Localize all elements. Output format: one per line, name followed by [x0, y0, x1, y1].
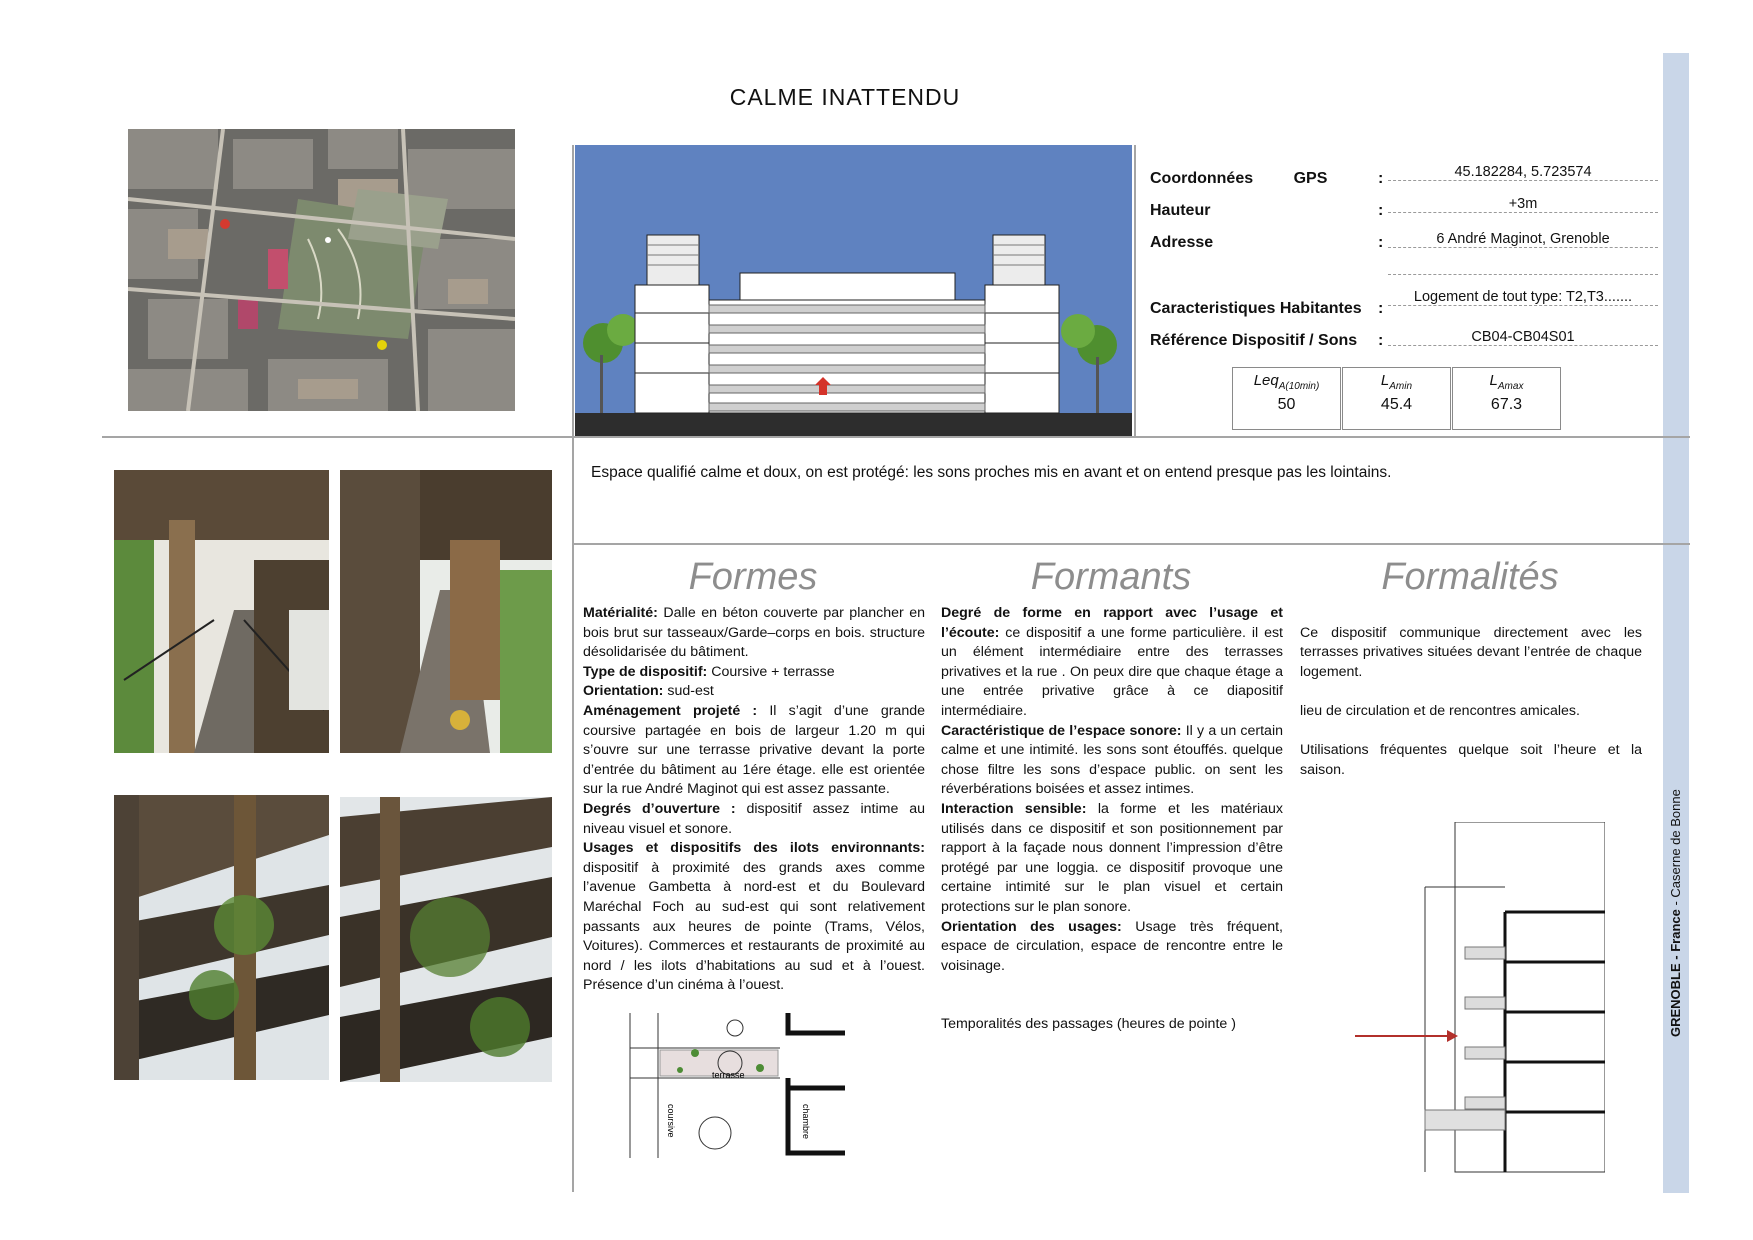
- plan-drawing: [620, 1008, 850, 1163]
- address-label: Adresse: [1150, 234, 1214, 251]
- formants-paragraph-heading: Orientation des usages:: [941, 918, 1122, 935]
- formants-paragraph-heading: Degré de forme en rapport avec l’usage et l’écoute:: [941, 605, 1283, 641]
- formalites-paragraph: [1300, 682, 1642, 702]
- divider-vertical-left: [572, 145, 574, 1192]
- measure-lamax-value: 67.3: [1490, 396, 1523, 413]
- height-value: +3m: [1388, 196, 1658, 213]
- formants-paragraph: [941, 976, 1283, 996]
- measure-lamax-label: $L_{Amax}$: [1489, 372, 1524, 392]
- heading-formalites: Formalités: [1381, 556, 1559, 598]
- formes-paragraph-text: Dalle en béton couverte par plancher en bois brut sur tasseaux/Garde–corps en bois. structure désolidarisée du bâtiment.: [583, 605, 925, 661]
- height-label: Hauteur: [1150, 202, 1211, 219]
- aerial-map-image: [128, 129, 515, 411]
- divider-top: [102, 436, 1690, 438]
- location-site: - Caserne de Bonne: [1668, 789, 1683, 910]
- address-extra-line: [1388, 274, 1658, 275]
- formes-paragraph: [583, 702, 925, 800]
- formants-paragraph-heading: Interaction sensible:: [941, 800, 1087, 817]
- gps-label-main: Coordonnées: [1150, 170, 1254, 187]
- formants-paragraph: [941, 604, 1283, 722]
- formants-paragraph: [941, 1015, 1283, 1035]
- formes-paragraph: [583, 663, 925, 683]
- residents-colon: :: [1378, 300, 1384, 317]
- residents-value: Logement de tout type: T2,T3.......: [1388, 289, 1658, 306]
- formes-paragraph-heading: Degrés d’ouverture :: [583, 800, 736, 817]
- plan-label-room: chambre: [801, 1104, 811, 1140]
- location-city: GRENOBLE - France: [1668, 909, 1683, 1037]
- formes-paragraph: [583, 839, 925, 996]
- column-formes: [583, 604, 925, 996]
- measure-leq-value: 50: [1277, 396, 1296, 413]
- residents-label: Caracteristiques Habitantes: [1150, 300, 1362, 317]
- section-drawing: [1355, 822, 1605, 1182]
- gps-label-sub: GPS: [1293, 170, 1328, 187]
- formes-paragraph: [583, 800, 925, 839]
- formes-paragraph-text: Il s’agit d’une grande coursive partagée en bois de largeur 1.20 m qui s’ouvre sur une terrasse privative devant la porte d’entrée du bâtiment au 1ére étage. elle est orientée sur la rue André Maginot qui est assez passante.: [583, 702, 925, 798]
- address-colon: :: [1378, 234, 1384, 251]
- measure-leq-box: [1232, 367, 1341, 430]
- elevation-drawing: [575, 145, 1132, 436]
- height-colon: :: [1378, 202, 1384, 219]
- measure-lamin-value: 45.4: [1380, 396, 1413, 413]
- location-label: [1668, 789, 1683, 1037]
- gps-value: 45.182284, 5.723574: [1388, 164, 1658, 181]
- formalites-paragraph: [1300, 604, 1642, 624]
- reference-value: CB04-CB04S01: [1388, 329, 1658, 346]
- formalites-paragraph-text: Ce dispositif communique directement avec les terrasses privatives situées devant l’entrée de chaque logement.: [1300, 624, 1642, 680]
- formants-paragraph: [941, 996, 1283, 1016]
- formes-paragraph-heading: Aménagement projeté :: [583, 702, 758, 719]
- formants-paragraph: [941, 800, 1283, 918]
- address-value: 6 André Maginot, Grenoble: [1388, 231, 1658, 248]
- page-title: CALME INATTENDU: [729, 84, 961, 110]
- formants-paragraph-text: la forme et les matériaux utilisés dans ce dispositif et son positionnement par rapport à la façade nous donnent l’impression d’être protégé par une loggia. ce dispositif provoque une certaine intimité sur le plan visuel et certain protections sur le plan sonore.: [941, 800, 1284, 915]
- formants-paragraph: [941, 918, 1283, 977]
- formants-paragraph-text: Il y a un certain calme et une intimité. les sons sont étouffés. quelque chose filtre les sons d’espace public. on sent les réverbérations boisées et assez intimes.: [941, 722, 1283, 798]
- plan-label-corridor: coursive: [666, 1104, 676, 1138]
- formes-paragraph-text: dispositif assez intime au niveau visuel et sonore.: [583, 800, 925, 837]
- formes-paragraph-heading: Orientation:: [583, 683, 664, 700]
- formes-paragraph-text: Coursive + terrasse: [707, 663, 835, 680]
- photo-balconies-2: [340, 797, 552, 1082]
- formants-paragraph-text: Usage très fréquent, espace de circulation, espace de rencontre entre le voisinage.: [941, 918, 1283, 974]
- formes-paragraph: [583, 604, 925, 663]
- divider-mid: [574, 543, 1690, 545]
- measure-lamin-label: $L_{Amin}$: [1380, 372, 1413, 392]
- formes-paragraph-heading: Matérialité:: [583, 605, 658, 621]
- measure-lamax-box: [1452, 367, 1561, 430]
- measure-leq-label: Leq$_{A(10min)}$: [1253, 372, 1320, 392]
- formants-paragraph-text: ce dispositif a une forme particulière. il est un élément intermédiaire entre des terrasses privatives et la rue . On peux dire que chaque étage a une entrée privative grâce à ce diapositif intermédiaire.: [941, 624, 1283, 719]
- plan-label-terrace: terrasse: [712, 1070, 745, 1080]
- reference-label: Référence Dispositif / Sons: [1150, 332, 1358, 349]
- formalites-paragraph: [1300, 624, 1642, 683]
- formalites-paragraph: [1300, 722, 1642, 742]
- formes-paragraph-text: sud-est: [663, 683, 714, 700]
- formalites-paragraph: [1300, 702, 1642, 722]
- divider-vertical-info: [1134, 145, 1136, 437]
- formalites-paragraph-text: lieu de circulation et de rencontres amicales.: [1300, 702, 1580, 719]
- formants-paragraph-text: Temporalités des passages (heures de pointe ): [941, 1016, 1236, 1033]
- measure-lamin-box: [1342, 367, 1451, 430]
- column-formalites: [1300, 604, 1642, 780]
- formes-paragraph-text: dispositif à proximité des grands axes comme l’avenue Gambetta à nord-est et du Boulevard Maréchal Foch au sud-est qui sont relativement passants aux heures de pointe (Trams, Vélos, Voitures). Commerces et restaurants de proximité au nord / les ilots d’habitations au sud et à l’ouest. Présence d’un cinéma à l’ouest.: [583, 859, 925, 994]
- photo-balconies-1: [114, 795, 329, 1080]
- photo-corridor-1: [114, 470, 329, 753]
- formes-paragraph: [583, 682, 925, 702]
- heading-formants: Formants: [1030, 556, 1192, 598]
- formalites-paragraph: [1300, 741, 1642, 780]
- description-text: Espace qualifié calme et doux, on est protégé: les sons proches mis en avant et on entend presque pas les lointains.: [591, 464, 1392, 481]
- formes-paragraph-heading: Type de dispositif:: [583, 663, 708, 680]
- heading-formes: Formes: [688, 556, 818, 598]
- formants-paragraph: [941, 722, 1283, 800]
- column-formants: [941, 604, 1283, 1035]
- reference-colon: :: [1378, 332, 1384, 349]
- gps-colon: :: [1378, 170, 1384, 187]
- gps-label: [1150, 170, 1327, 188]
- photo-corridor-2: [340, 470, 552, 753]
- formants-paragraph-heading: Caractéristique de l’espace sonore:: [941, 722, 1182, 739]
- formes-paragraph-heading: Usages et dispositifs des ilots environnants:: [583, 840, 925, 857]
- formalites-paragraph-text: Utilisations fréquentes quelque soit l’heure et la saison.: [1300, 742, 1642, 778]
